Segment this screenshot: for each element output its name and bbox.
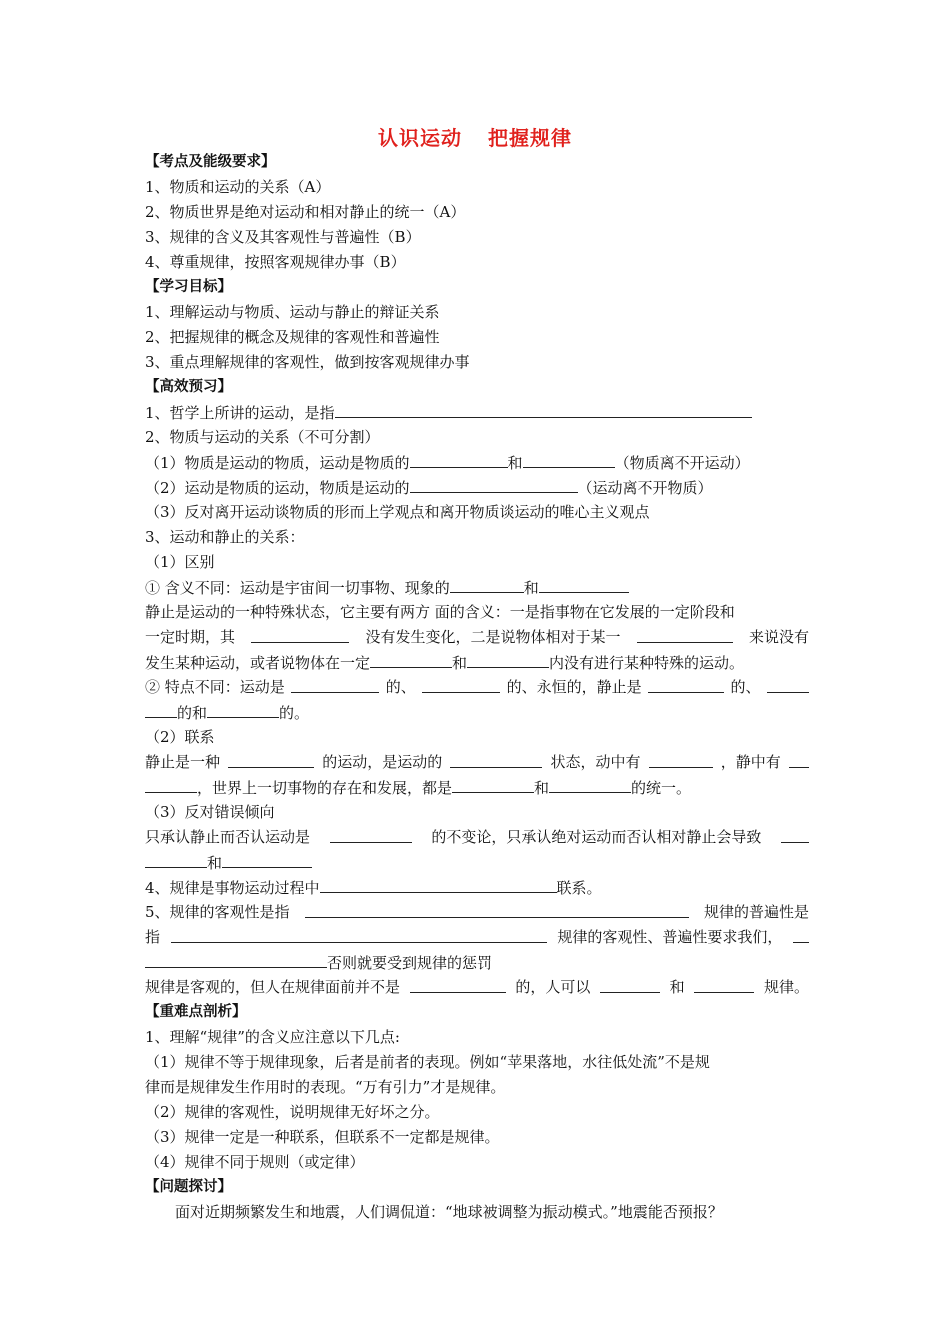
preview-line-22: 指 规律的客观性、普遍性要求我们， [145,925,809,950]
preview-line-17: （3）反对错误倾向 [145,803,275,821]
key-point-line-5: （3）规律一定是一种联系，但联系不一定都是规律。 [145,1128,500,1146]
fill-blank[interactable] [207,700,279,718]
section-heading-discussion: 【问题探讨】 [145,1179,232,1195]
fill-blank[interactable] [228,750,314,768]
fill-blank[interactable] [789,750,809,768]
section-heading-learning-goals: 【学习目标】 [145,279,232,295]
preview-line-12: ② 特点不同：运动是 的、 的、永恒的，静止是 的、 [145,675,809,700]
exam-point-3: 3、规律的含义及其客观性与普遍性（B） [145,228,421,246]
fill-blank[interactable] [145,700,177,718]
preview-line-23: 否则就要受到规律的惩罚 [145,950,809,975]
preview-line-7: （1）区别 [145,553,215,571]
learning-goal-2: 2、把握规律的概念及规律的客观性和普遍性 [145,328,440,346]
fill-blank[interactable] [410,475,578,493]
fill-blank[interactable] [781,825,809,843]
key-point-line-2: （1）规律不等于规律现象，后者是前者的表现。例如“苹果落地，水往低处流”不是规 [145,1053,710,1071]
preview-line-24: 规律是客观的，但人在规律面前并不是 的，人可以 和 规律。 [145,975,809,1000]
preview-line-8: ① 含义不同：运动是宇宙间一切事物、现象的 和 [145,575,809,600]
preview-line-11: 发生某种运动，或者说物体在一定 和 内没有进行某种特殊的运动。 [145,650,809,675]
preview-line-2: 2、物质与运动的关系（不可分割） [145,428,380,446]
fill-blank[interactable] [330,825,412,843]
preview-line-18: 只承认静止而否认运动是 的不变论，只承认绝对运动而否认相对静止会导致 [145,825,809,850]
learning-goal-1: 1、理解运动与物质、运动与静止的辩证关系 [145,303,440,321]
preview-line-16: ，世界上一切事物的存在和发展，都是 和 的统一。 [145,775,809,800]
preview-line-5: （3）反对离开运动谈物质的形而上学观点和离开物质谈运动的唯心主义观点 [145,503,650,521]
preview-line-6: 3、运动和静止的关系： [145,528,305,546]
preview-line-14: （2）联系 [145,728,215,746]
fill-blank[interactable] [291,675,379,693]
fill-blank[interactable] [793,925,809,943]
preview-line-21: 5、规律的客观性是指 规律的普遍性是 [145,900,809,925]
fill-blank[interactable] [539,575,629,593]
fill-blank[interactable] [600,975,660,993]
fill-blank[interactable] [251,625,349,643]
learning-goal-3: 3、重点理解规律的客观性，做到按客观规律办事 [145,353,470,371]
fill-blank[interactable] [422,675,500,693]
fill-blank[interactable] [694,975,754,993]
preview-line-15: 静止是一种 的运动，是运动的 状态，动中有 ，静中有 [145,750,809,775]
fill-blank[interactable] [145,950,327,968]
fill-blank[interactable] [450,750,542,768]
preview-line-1: 1、哲学上所讲的运动，是指 [145,400,809,425]
key-point-line-1: 1、理解“规律”的含义应注意以下几点: [145,1028,400,1046]
preview-line-20: 4、规律是事物运动过程中 联系。 [145,875,809,900]
fill-blank[interactable] [649,750,713,768]
fill-blank[interactable] [648,675,724,693]
fill-blank[interactable] [450,575,524,593]
key-point-line-6: （4）规律不同于规则（或定律） [145,1153,365,1171]
preview-line-13: 的和 的。 [145,700,809,725]
section-heading-key-points: 【重难点剖析】 [145,1004,247,1020]
fill-blank[interactable] [549,775,631,793]
preview-line-9: 静止是运动的一种特殊状态，它主要有两方 面的含义：一是指事物在它发展的一定阶段和 [145,603,735,621]
exam-point-2: 2、物质世界是绝对运动和相对静止的统一（A） [145,203,466,221]
section-heading-preview: 【高效预习】 [145,379,232,395]
fill-blank[interactable] [410,975,506,993]
fill-blank[interactable] [320,875,557,893]
fill-blank[interactable] [467,650,549,668]
document-title: 认识运动 把握规律 [378,126,572,150]
fill-blank[interactable] [305,900,689,918]
preview-line-4: （2）运动是物质的运动，物质是运动的 （运动离不开物质） [145,475,809,500]
exam-point-4: 4、尊重规律，按照客观规律办事（B） [145,253,406,271]
preview-line-3: （1）物质是运动的物质，运动是物质的 和 （物质离不开运动） [145,450,809,475]
fill-blank[interactable] [145,850,207,868]
discussion-line-1: 面对近期频繁发生和地震，人们调侃道：“地球被调整为振动模式。”地震能否预报？ [175,1203,723,1221]
fill-blank[interactable] [145,775,197,793]
fill-blank[interactable] [410,450,508,468]
document-body [145,150,809,1225]
fill-blank[interactable] [370,650,452,668]
section-heading-exam-points: 【考点及能级要求】 [145,154,276,170]
fill-blank[interactable] [523,450,615,468]
fill-blank[interactable] [452,775,534,793]
fill-blank[interactable] [222,850,312,868]
exam-point-1: 1、物质和运动的关系（A） [145,178,331,196]
fill-blank[interactable] [767,675,809,693]
preview-line-10: 一定时期，其 没有发生变化，二是说物体相对于某一 来说没有 [145,625,809,650]
key-point-line-4: （2）规律的客观性，说明规律无好坏之分。 [145,1103,440,1121]
preview-line-19: 和 [145,850,809,875]
fill-blank[interactable] [335,400,752,418]
fill-blank[interactable] [637,625,733,643]
fill-blank[interactable] [171,925,547,943]
key-point-line-3: 律而是规律发生作用时的表现。“万有引力”才是规律。 [145,1078,506,1096]
